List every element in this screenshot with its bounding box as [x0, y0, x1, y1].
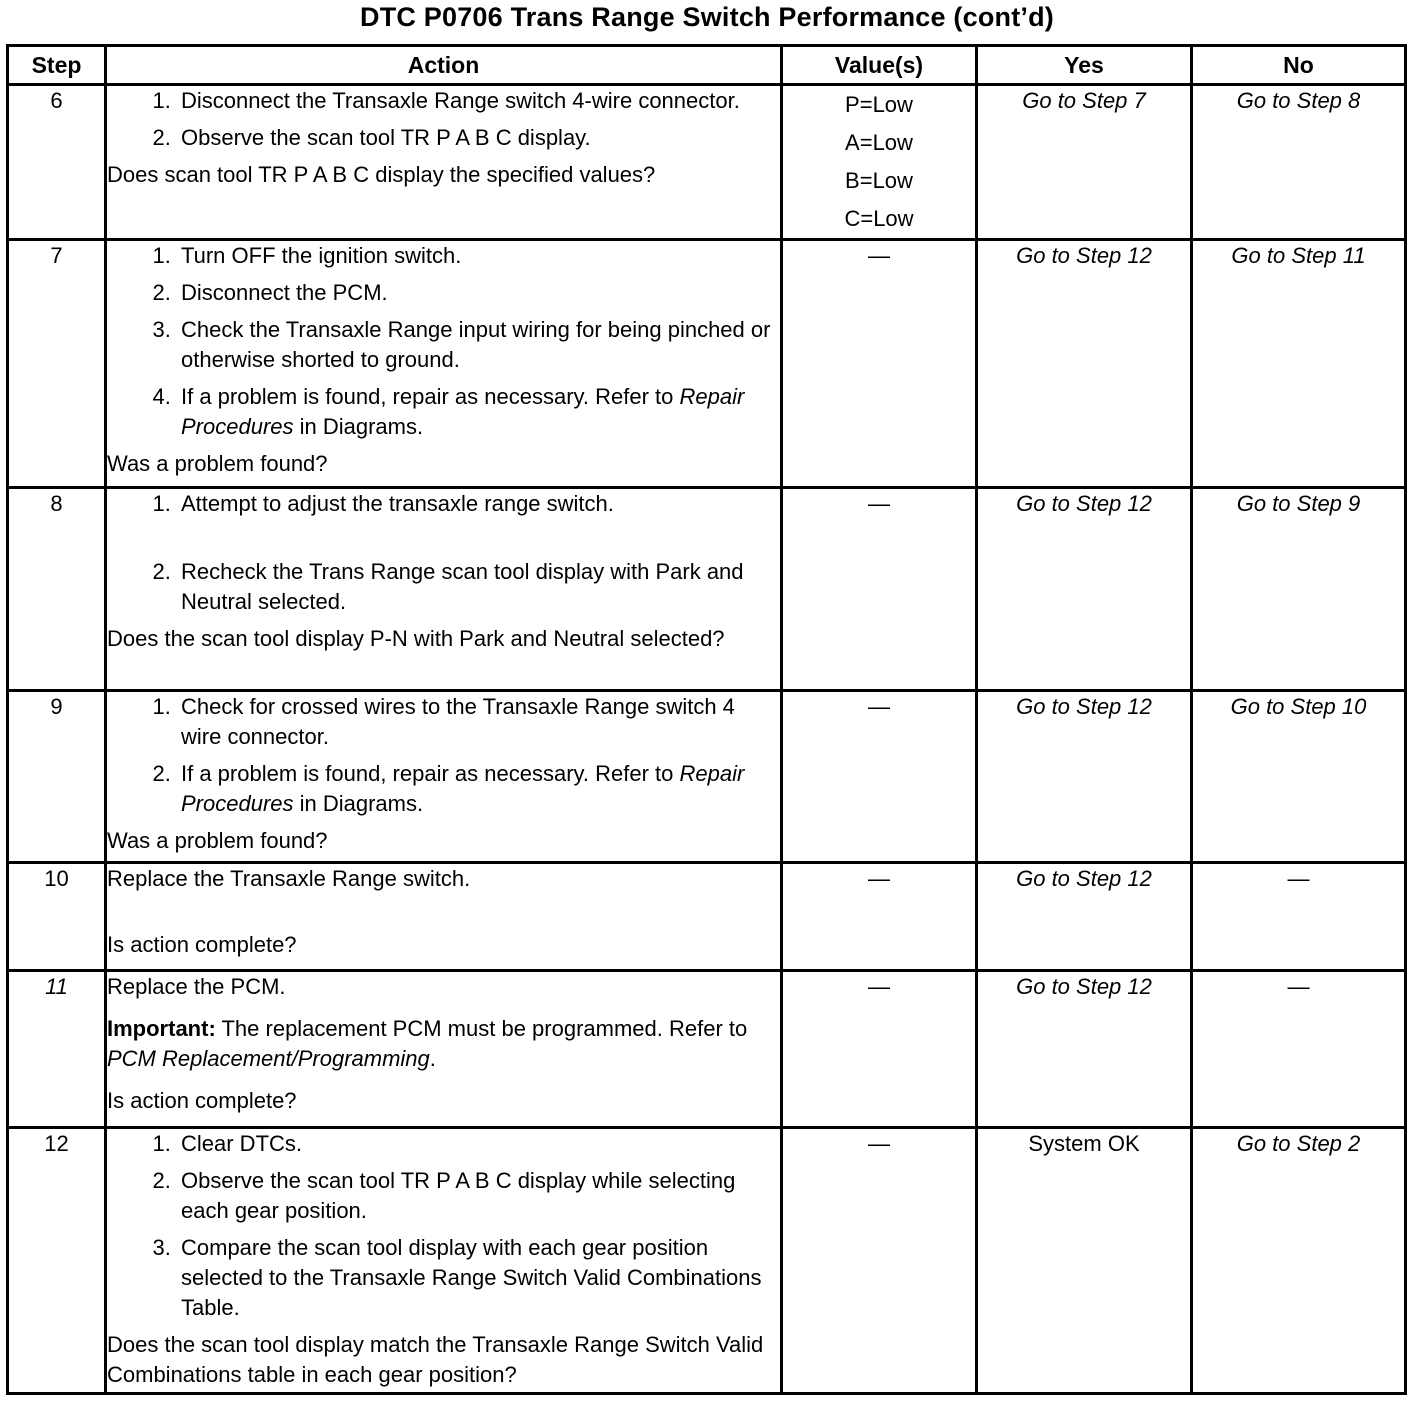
no-cell: Go to Step 2 — [1192, 1128, 1406, 1394]
action-question: Does scan tool TR P A B C display the specified values? — [107, 162, 656, 187]
yes-cell: Go to Step 12 — [977, 863, 1192, 971]
action-item-text: If a problem is found, repair as necessary. Refer to — [181, 761, 674, 786]
important-end: . — [429, 1046, 436, 1071]
no-cell: Go to Step 10 — [1192, 691, 1406, 863]
action-item: 2. Observe the scan tool TR P A B C display. — [177, 123, 780, 153]
action-item: 1. Disconnect the Transaxle Range switch 4-wire connector. — [177, 86, 780, 116]
value-item: C=Low — [844, 206, 914, 231]
important-note — [107, 1014, 780, 1074]
repair-procedures-ref: Repair Procedures — [181, 384, 745, 439]
values-cell — [782, 85, 977, 240]
action-item — [177, 759, 780, 819]
action-cell — [106, 1128, 782, 1394]
action-list — [107, 86, 780, 153]
value-item: P=Low — [845, 92, 913, 117]
no-cell: — — [1192, 971, 1406, 1128]
action-question: Does the scan tool display P-N with Park and Neutral selected? — [107, 626, 725, 651]
step-number: 8 — [8, 488, 106, 691]
important-text: The replacement PCM must be programmed. Refer to — [215, 1016, 748, 1041]
action-item: 1. Clear DTCs. — [177, 1129, 780, 1159]
action-cell — [106, 240, 782, 488]
table-row — [8, 863, 1406, 971]
action-question: Is action complete? — [107, 932, 297, 957]
action-item: 2. Observe the scan tool TR P A B C display while selecting each gear position. — [177, 1166, 780, 1226]
table-row — [8, 1128, 1406, 1394]
action-item: 2. Disconnect the PCM. — [177, 278, 780, 308]
table-row — [8, 971, 1406, 1128]
action-cell — [106, 691, 782, 863]
action-question: Is action complete? — [107, 1088, 297, 1113]
action-list — [107, 1129, 780, 1323]
action-item — [177, 382, 780, 442]
action-list — [107, 241, 780, 442]
action-item-suffix: in Diagrams. — [293, 414, 424, 439]
yes-cell: Go to Step 12 — [977, 488, 1192, 691]
important-label: Important: — [107, 1016, 216, 1041]
values-cell: — — [782, 863, 977, 971]
action-item: 1. Turn OFF the ignition switch. — [177, 241, 780, 271]
action-question: Was a problem found? — [107, 451, 328, 476]
values-cell: — — [782, 691, 977, 863]
yes-cell: System OK — [977, 1128, 1192, 1394]
action-list — [107, 692, 780, 819]
step-number: 11 — [8, 971, 106, 1128]
action-item-text: If a problem is found, repair as necessary. Refer to — [181, 384, 674, 409]
action-cell — [106, 85, 782, 240]
action-item-suffix: in Diagrams. — [293, 791, 424, 816]
action-item: 2. Recheck the Trans Range scan tool display with Park and Neutral selected. — [177, 557, 780, 617]
header-yes: Yes — [977, 46, 1192, 85]
values-cell: — — [782, 971, 977, 1128]
action-line: Replace the Transaxle Range switch. — [107, 866, 471, 891]
page-title: DTC P0706 Trans Range Switch Performance (cont’d) — [360, 2, 1054, 32]
yes-cell: Go to Step 7 — [977, 85, 1192, 240]
diagnostic-table — [6, 44, 1407, 1395]
action-line: Replace the PCM. — [107, 974, 286, 999]
step-number: 10 — [8, 863, 106, 971]
action-item: 1. Attempt to adjust the transaxle range switch. — [177, 489, 780, 519]
action-item: 3. Check the Transaxle Range input wiring for being pinched or otherwise shorted to ground. — [177, 315, 780, 375]
action-question: Does the scan tool display match the Transaxle Range Switch Valid Combinations table in each gear position? — [107, 1332, 764, 1387]
header-step: Step — [8, 46, 106, 85]
header-no: No — [1192, 46, 1406, 85]
table-row — [8, 488, 1406, 691]
action-cell — [106, 971, 782, 1128]
step-number: 6 — [8, 85, 106, 240]
repair-procedures-ref: Repair Procedures — [181, 761, 745, 816]
action-cell — [106, 863, 782, 971]
values-cell: — — [782, 488, 977, 691]
no-cell: Go to Step 9 — [1192, 488, 1406, 691]
table-row — [8, 85, 1406, 240]
action-item: 1. Check for crossed wires to the Transaxle Range switch 4 wire connector. — [177, 692, 780, 752]
table-row — [8, 691, 1406, 863]
action-question: Was a problem found? — [107, 828, 328, 853]
yes-cell: Go to Step 12 — [977, 971, 1192, 1128]
no-cell: Go to Step 8 — [1192, 85, 1406, 240]
step-number: 12 — [8, 1128, 106, 1394]
no-cell: Go to Step 11 — [1192, 240, 1406, 488]
step-number: 9 — [8, 691, 106, 863]
value-item: B=Low — [845, 168, 913, 193]
values-cell: — — [782, 1128, 977, 1394]
yes-cell: Go to Step 12 — [977, 240, 1192, 488]
table-row — [8, 240, 1406, 488]
values-cell: — — [782, 240, 977, 488]
step-number: 7 — [8, 240, 106, 488]
header-values: Value(s) — [782, 46, 977, 85]
action-item: 3. Compare the scan tool display with each gear position selected to the Transaxle Range Switch Valid Combinations Table. — [177, 1233, 780, 1323]
action-cell — [106, 488, 782, 691]
header-row — [8, 46, 1406, 85]
header-action: Action — [106, 46, 782, 85]
yes-cell: Go to Step 12 — [977, 691, 1192, 863]
value-item: A=Low — [845, 130, 913, 155]
no-cell: — — [1192, 863, 1406, 971]
pcm-programming-ref: PCM Replacement/Programming — [107, 1046, 430, 1071]
action-list — [107, 489, 780, 617]
